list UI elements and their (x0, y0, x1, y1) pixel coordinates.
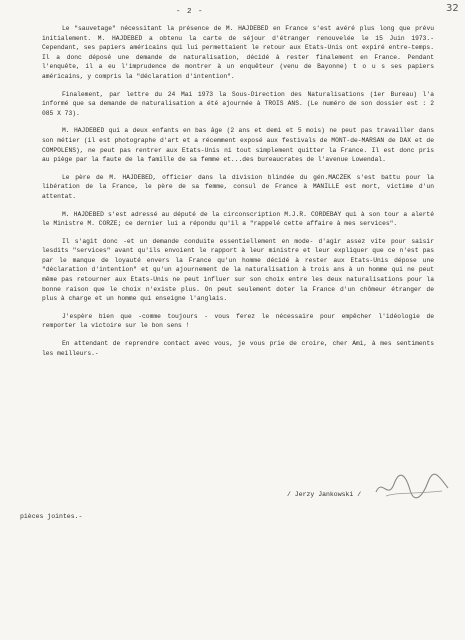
handwritten-signature (372, 472, 452, 502)
letter-body (42, 24, 434, 360)
paragraph-depute: M. HAJDEBED s'est adressé au député de la circonscription M.J.R. CORDEBAY qui à son tour a alerté le Ministre M. CORZE; ce dernier lui a répondu qu'il a "rappelé cette affaire à mes services". (42, 210, 434, 228)
archive-number: 32 (446, 3, 459, 14)
paragraph-espoir: J'espère bien que -comme toujours - vous ferez le nécessaire pour empêcher l'idéologie de remporter la victoire sur le bon sens ! (42, 312, 434, 330)
paragraph-salutations: En attendant de reprendre contact avec vous, je vous prie de croire, cher Ami, à mes sentiments les meilleurs.- (42, 340, 434, 357)
paragraph-sauvetage: Le "sauvetage" nécessitant la présence de M. HAJDEBED en France s'est avéré plus long que prévu initialement. M. HAJDEBED a obtenu la carte de séjour d'étranger renouvelée le 15 Juin 1973.- Cependant, ses papiers américains qui lui permettaient le retour aux Etats-Unis ont expiré entre-temps. Il a donc déposé une demande de naturalisation, décidé à rester finalement en France. Pendant l'enquête, il a eu l'imprudence de montrer à un enquêteur (venu de Bayonne) t o u s ses papiers américains, y compris la "déclaration d'intention". (42, 25, 434, 80)
enclosures-note: pièces jointes.- (20, 513, 83, 520)
page-number: - 2 - (176, 8, 204, 16)
paragraph-demande: Il s'agit donc -et un demande conduite essentiellement en mode- d'agir assez vite pour saisir lesdits "services" avant qu'ils envoient le rapport à leur ministre et leur expliquer que ce n'est pas par le manque de loyauté envers la France qu'un homme décidé à rester aux Etats-Unis dépose une "déclaration d'intention" et qu'un ajournement de la naturalisation à trois ans à un homme qui ne peut même pas retourner aux Etats-Unis ne peut influer sur son choix entre les deux naturalisations pour la bonne raison que le choix n'existe plus. On peut seulement doter la France d'un chômeur étranger de plus à charge et un homme qui enseigne l'anglais. (42, 237, 434, 303)
paragraph-ajournement: Finalement, par lettre du 24 Mai 1973 la Sous-Direction des Naturalisations (1er Bureau) l'a informé que sa demande de naturalisation a été ajournée à TROIS ANS. (Le numéro de son dossier est : 2 085 X 73). (42, 90, 434, 117)
typed-signature: / Jerzy Jankowski / (287, 491, 362, 498)
paragraph-situation: M. HAJDEBED qui a deux enfants en bas âge (2 ans et demi et 5 mois) ne peut pas travailler dans son métier (il est photographe d'art et a récemment exposé aux festivals de MONT-de-MARSAN de DAX et de COMPOLENS), ne peut pas rentrer aux Etats-Unis ni tout simplement quitter la France. Il est donc pris au piège par la faute de la famille de sa femme et...des bureaucrates de l'avenue Lowendal. (42, 127, 434, 164)
paragraph-famille: Le père de M. HAJDEBED, officier dans la division blindée du gén.MACZEK s'est battu pour la libération de la France, le père de sa femme, consul de France à MANILLE est mort, victime d'un attentat. (42, 173, 434, 200)
